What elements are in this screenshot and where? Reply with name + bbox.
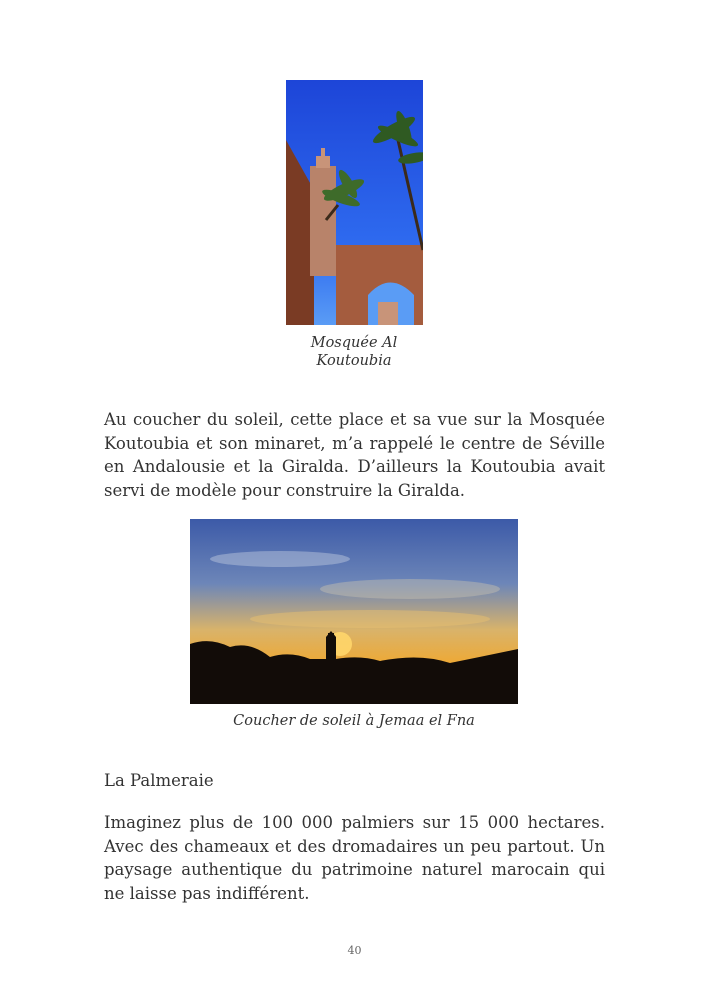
sunset-photo <box>190 519 518 704</box>
section-heading: La Palmeraie <box>104 771 214 790</box>
paragraph-2: Imaginez plus de 100 000 palmiers sur 15 000 hectares. Avec des chameaux et des dromadaires un peu partout. Un paysage authentique du patrimoine naturel marocain qui ne laisse pas indifférent. <box>104 813 605 903</box>
paragraph-1: Au coucher du soleil, cette place et sa vue sur la Mosquée Koutoubia et son minaret, m’a rappelé le centre de Séville en Andalousie et la Giralda. D’ailleurs la Koutoubia avait servi de modèle pour construire la Giralda. <box>104 410 605 500</box>
figure1-caption-line2: Koutoubia <box>316 353 392 369</box>
page-number: 40 <box>347 944 362 957</box>
figure2-caption: Coucher de soleil à Jemaa el Fna <box>233 713 475 729</box>
figure1-caption <box>254 334 454 370</box>
koutoubia-photo <box>286 80 423 325</box>
figure1-caption-line1: Mosquée Al <box>310 335 398 351</box>
